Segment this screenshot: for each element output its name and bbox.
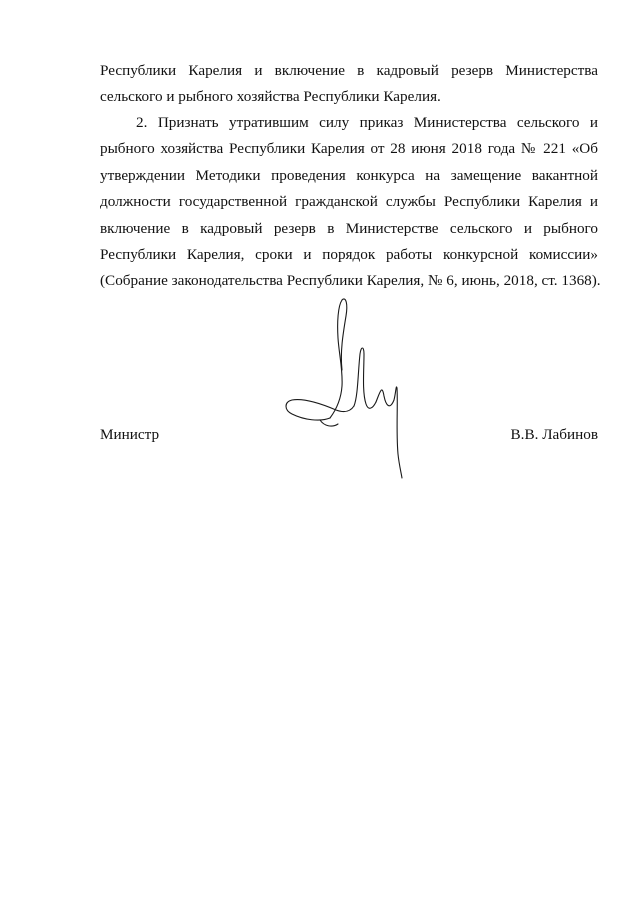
paragraph-2-line-2: рыбного хозяйства Республики Карелия от 28 июня 2018 года № 221 «Об	[100, 140, 598, 158]
paragraph-2-line-5: включение в кадровый резерв в Министерстве сельского и рыбного	[100, 219, 598, 237]
paragraph-2-line-1: 2. Признать утратившим силу приказ Министерства сельского и	[136, 114, 598, 131]
handwritten-signature	[280, 292, 420, 482]
paragraph-1-line-1: Республики Карелия и включение в кадровый резерв Министерства	[100, 62, 598, 79]
signatory-title: Министр	[100, 426, 160, 443]
paragraph-2	[100, 110, 601, 295]
signatory-name: В.В. Лабинов	[510, 426, 598, 443]
paragraph-1	[100, 58, 598, 111]
paragraph-1-line-2: сельского и рыбного хозяйства Республики Карелия.	[100, 88, 441, 106]
paragraph-2-line-3: утверждении Методики проведения конкурса на замещение вакантной	[100, 166, 598, 184]
paragraph-2-line-6: Республики Карелия, сроки и порядок работы конкурсной комиссии»	[100, 245, 598, 263]
paragraph-2-line-7: (Собрание законодательства Республики Карелия, № 6, июнь, 2018, ст. 1368).	[100, 272, 601, 290]
paragraph-2-line-4: должности государственной гражданской службы Республики Карелия и	[100, 193, 598, 211]
